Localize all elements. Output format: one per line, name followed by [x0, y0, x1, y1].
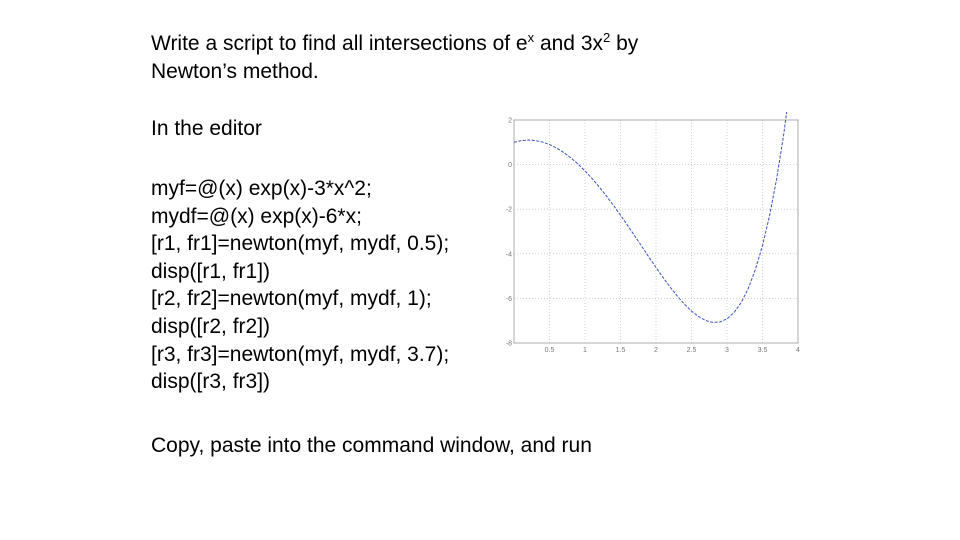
title-superscript-2: 2 — [603, 30, 611, 45]
code-line: myf=@(x) exp(x)-3*x^2; — [151, 177, 372, 200]
code-line: disp([r3, fr3]) — [151, 370, 271, 394]
y-tick-label: 2 — [508, 117, 512, 125]
y-tick-label: -8 — [505, 340, 512, 348]
x-tick-label: 3.5 — [757, 347, 768, 354]
footer-instruction: Copy, paste into the command window, and run — [151, 434, 592, 457]
title-text-part3: by — [610, 32, 639, 55]
y-tick-label: -4 — [505, 251, 512, 259]
editor-label: In the editor — [151, 117, 262, 140]
function-plot — [505, 112, 805, 357]
x-tick-label: 2.5 — [686, 347, 697, 354]
code-line: disp([r2, fr2]) — [151, 314, 271, 338]
x-tick-label: 3 — [725, 347, 729, 354]
x-tick-label: 2 — [654, 347, 658, 354]
code-line: disp([r1, fr1]) — [151, 259, 271, 283]
slide-title — [151, 30, 751, 86]
title-superscript-x: x — [527, 30, 535, 45]
x-tick-label: 1.5 — [615, 347, 626, 354]
y-tick-label: -6 — [505, 295, 512, 303]
y-tick-label: 0 — [508, 162, 512, 170]
code-line: mydf=@(x) exp(x)-6*x; — [151, 204, 362, 228]
code-line: [r1, fr1]=newton(myf, mydf, 0.5); — [151, 232, 450, 256]
y-tick-label: -2 — [505, 206, 512, 214]
x-tick-label: 4 — [796, 347, 800, 354]
plot-svg — [505, 112, 805, 357]
series-line-exp-minus-3x2 — [514, 112, 798, 322]
code-line: [r3, fr3]=newton(myf, mydf, 3.7); — [151, 342, 450, 366]
title-text-part1: Write a script to find all intersections of e — [151, 32, 528, 55]
code-line: [r2, fr2]=newton(myf, mydf, 1); — [151, 287, 432, 311]
code-block — [151, 175, 491, 396]
x-tick-label: 0.5 — [544, 347, 555, 354]
title-text-part2: and 3x — [534, 32, 603, 55]
x-tick-label: 1 — [583, 347, 587, 354]
title-text-line2: Newton’s method. — [151, 60, 319, 83]
